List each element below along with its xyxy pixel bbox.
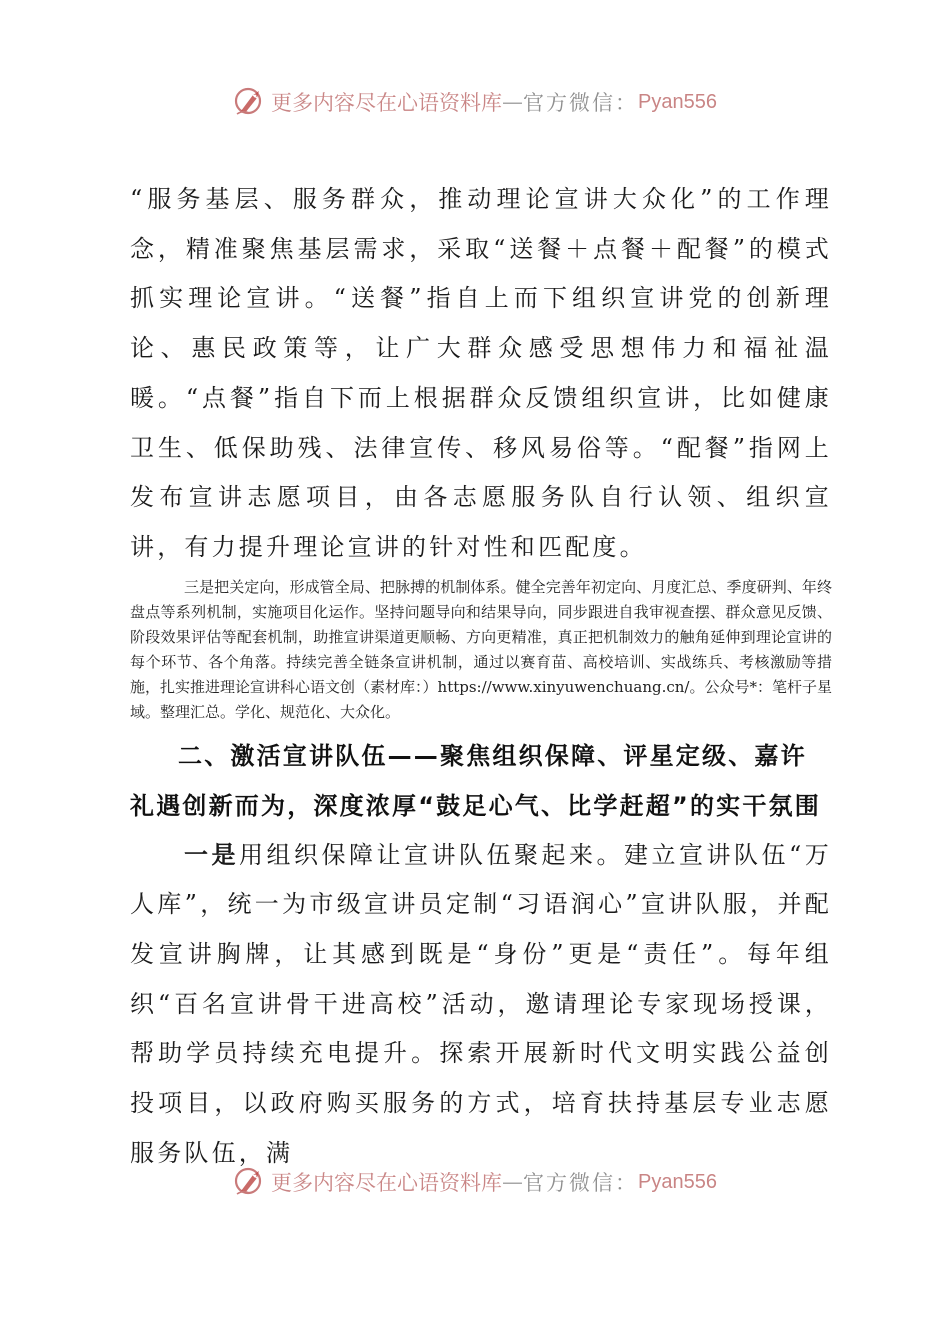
brand-dash: — <box>502 90 524 114</box>
paragraph-2-rest: 用组织保障让宣讲队伍聚起来。建立宣讲队伍“万人库”，统一为市级宣讲员定制“习语润心”宣讲队服，并配发宣讲胸牌，让其感到既是“身份”更是“责任”。每年组织“百名宣讲骨干进高校”活动，邀请理论专家现场授课，帮助学员持续充电提升。探索开展新时代文明实践公益创投项目，以政府购买服务的方式，培育扶持基层专业志愿服务队伍，满 <box>130 840 833 1167</box>
wechat-label: 官方微信： <box>523 1171 639 1195</box>
wechat-id: Pyan556 <box>638 90 717 113</box>
section-heading: 二、激活宣讲队伍——聚焦组织保障、评星定级、嘉许礼遇创新而为，深度浓厚“鼓足心气、比学赶超”的实干氛围 <box>130 741 821 820</box>
body-paragraph-1: “服务基层、服务群众，推动理论宣讲大众化”的工作理念，精准聚焦基层需求，采取“送餐＋点餐＋配餐”的模式抓实理论宣讲。“送餐”指自上而下组织宣讲党的创新理论、惠民政策等，让广大群众感受思想伟力和福祉温暖。“点餐”指自下而上根据群众反馈组织宣讲，比如健康卫生、低保助残、法律宣传、移风易俗等。“配餐”指网上发布宣讲志愿项目，由各志愿服务队自行认领、组织宣讲，有力提升理论宣讲的针对性和匹配度。 <box>130 185 832 561</box>
brand-dash: — <box>502 1170 524 1194</box>
pen-nib-logo-icon <box>233 1165 267 1199</box>
document-body <box>130 175 832 1179</box>
body-paragraph-2 <box>130 831 832 1179</box>
body-small-paragraph: 三是把关定向，形成管全局、把脉搏的机制体系。健全完善年初定向、月度汇总、季度研判、年终盘点等系列机制，实施项目化运作。坚持问题导向和结果导向，同步跟进自我审视查摆、群众意见反馈、阶段效果评估等配套机制，助推宣讲渠道更顺畅、方向更精准，真正把机制效力的触角延伸到理论宣讲的每个环节、各个角落。持续完善全链条宣讲机制，通过以赛育苗、高校培训、实战练兵、考核激励等措施，扎实推进理论宣讲科心语文创（素材库：）https://www.xinyuwenchuang.cn/。公众号*：笔杆子星域。整理汇总。学化、规范化、大众化。 <box>130 577 832 721</box>
wechat-label: 官方微信： <box>523 91 639 115</box>
brand-text: 更多内容尽在心语资料库 <box>271 91 503 115</box>
paragraph-2-lead: 一是 <box>184 840 240 869</box>
brand-text: 更多内容尽在心语资料库 <box>271 1171 503 1195</box>
pen-nib-logo-icon <box>233 85 267 119</box>
footer-banner <box>0 1162 950 1202</box>
header-banner <box>0 82 950 122</box>
wechat-id: Pyan556 <box>638 1170 717 1193</box>
